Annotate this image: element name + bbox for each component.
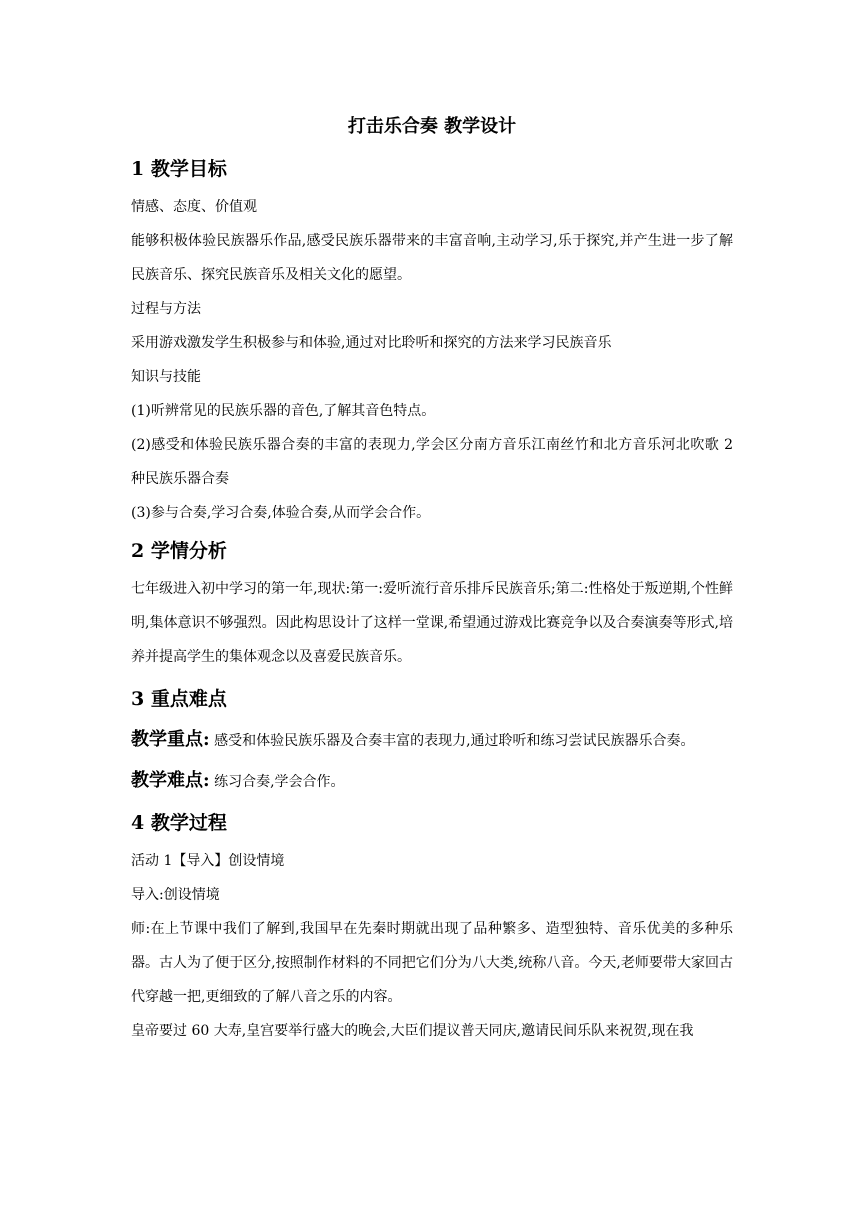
section-heading-analysis: 2 学情分析 xyxy=(131,540,227,562)
list-item-2: (2)感受和体验民族乐器合奏的丰富的表现力,学会区分南方音乐江南丝竹和北方音乐河北吹歌 2 种民族乐器合奏 xyxy=(131,437,733,487)
document-title: 打击乐合奏 教学设计 xyxy=(347,116,517,137)
list-item-3: (3)参与合奏,学习合奏,体验合奏,从而学会合作。 xyxy=(131,505,431,521)
paragraph-teacher: 师:在上节课中我们了解到,我国早在先秦时期就出现了品种繁多、造型独特、音乐优美的多种乐器。古人为了便于区分,按照制作材料的不同把它们分为八大类,统称八音。今天,老师要带大家回古代穿越一把,更细致的了解八音之乐的内容。 xyxy=(131,921,733,1005)
key-point-label: 教学重点: xyxy=(131,729,210,750)
section-heading-key-points: 3 重点难点 xyxy=(131,688,227,710)
difficulty-label: 教学难点: xyxy=(131,770,210,791)
section-heading-objectives: 1 教学目标 xyxy=(131,158,227,180)
subheading-process: 过程与方法 xyxy=(131,301,201,317)
difficulty-row xyxy=(131,761,733,802)
paragraph-story: 皇帝要过 60 大寿,皇宫要举行盛大的晚会,大臣们提议普天同庆,邀请民间乐队来祝贺,现在我 xyxy=(131,1023,694,1039)
subheading-knowledge: 知识与技能 xyxy=(131,369,201,385)
section-heading-process: 4 教学过程 xyxy=(131,812,227,834)
activity-heading: 活动 1【导入】创设情境 xyxy=(131,853,285,869)
document-page xyxy=(131,112,733,1048)
paragraph-emotion: 能够积极体验民族器乐作品,感受民族乐器带来的丰富音响,主动学习,乐于探究,并产生进一步了解民族音乐、探究民族音乐及相关文化的愿望。 xyxy=(131,233,733,283)
difficulty-text: 练习合奏,学会合作。 xyxy=(214,774,345,790)
key-point-row xyxy=(131,720,733,761)
paragraph-process: 采用游戏激发学生积极参与和体验,通过对比聆听和探究的方法来学习民族音乐 xyxy=(131,335,612,351)
list-item-1: (1)听辨常见的民族乐器的音色,了解其音色特点。 xyxy=(131,403,436,419)
subheading-intro: 导入:创设情境 xyxy=(131,887,220,903)
subheading-emotion: 情感、态度、价值观 xyxy=(131,199,257,215)
paragraph-analysis: 七年级进入初中学习的第一年,现状:第一:爱听流行音乐排斥民族音乐;第二:性格处于叛逆期,个性鲜明,集体意识不够强烈。因此构思设计了这样一堂课,希望通过游戏比赛竞争以及合奏演奏等形式,培养并提高学生的集体观念以及喜爱民族音乐。 xyxy=(131,581,733,665)
key-point-text: 感受和体验民族乐器及合奏丰富的表现力,通过聆听和练习尝试民族器乐合奏。 xyxy=(214,733,695,749)
